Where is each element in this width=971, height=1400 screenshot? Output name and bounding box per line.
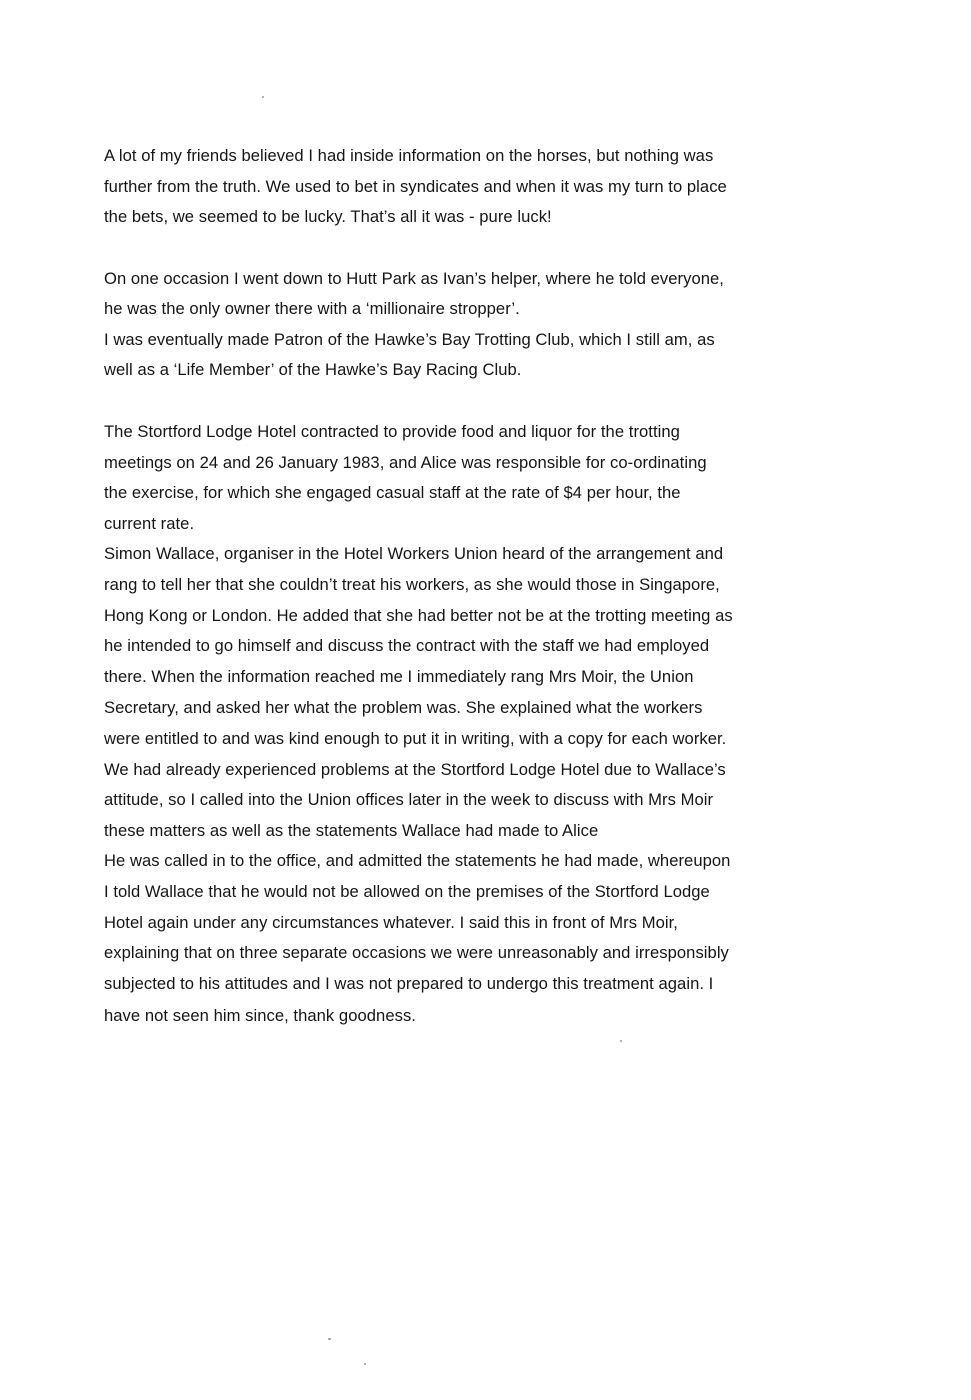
text-line: have not seen him since, thank goodness. <box>104 1006 416 1025</box>
text-line: Secretary, and asked her what the problem was. She explained what the workers <box>104 698 703 717</box>
text-line: current rate. <box>104 514 195 533</box>
text-line: he was the only owner there with a ‘millionaire stropper’. <box>104 299 520 318</box>
text-line: Hotel again under any circumstances whatever. I said this in front of Mrs Moir, <box>104 913 678 932</box>
text-line: the bets, we seemed to be lucky. That’s all it was - pure luck! <box>104 207 552 226</box>
text-line: subjected to his attitudes and I was not prepared to undergo this treatment again. I <box>104 974 714 993</box>
scan-speck <box>328 1338 331 1340</box>
text-line: he intended to go himself and discuss the contract with the staff we had employed <box>104 636 710 655</box>
text-line: were entitled to and was kind enough to put it in writing, with a copy for each worker. <box>104 729 727 748</box>
text-line: further from the truth. We used to bet in syndicates and when it was my turn to place <box>104 177 727 196</box>
text-line: attitude, so I called into the Union offices later in the week to discuss with Mrs Moir <box>104 790 714 809</box>
text-line: I told Wallace that he would not be allowed on the premises of the Stortford Lodge <box>104 882 710 901</box>
scan-speck <box>262 96 264 98</box>
text-line: Simon Wallace, organiser in the Hotel Workers Union heard of the arrangement and <box>104 544 724 563</box>
text-line: meetings on 24 and 26 January 1983, and Alice was responsible for co-ordinating <box>104 453 707 472</box>
text-line: well as a ‘Life Member’ of the Hawke’s Bay Racing Club. <box>104 360 522 379</box>
text-line: these matters as well as the statements Wallace had made to Alice <box>104 821 599 840</box>
text-line: The Stortford Lodge Hotel contracted to provide food and liquor for the trotting <box>104 422 680 441</box>
text-line: We had already experienced problems at the Stortford Lodge Hotel due to Wallace’s <box>104 760 726 779</box>
scan-speck <box>364 1363 366 1365</box>
text-line: A lot of my friends believed I had inside information on the horses, but nothing was <box>104 146 714 165</box>
text-line: rang to tell her that she couldn’t treat his workers, as she would those in Singapore, <box>104 575 720 594</box>
text-line: On one occasion I went down to Hutt Park as Ivan’s helper, where he told everyone, <box>104 269 724 288</box>
text-line: the exercise, for which she engaged casual staff at the rate of $4 per hour, the <box>104 483 681 502</box>
text-line: I was eventually made Patron of the Hawke’s Bay Trotting Club, which I still am, as <box>104 330 715 349</box>
text-line: explaining that on three separate occasions we were unreasonably and irresponsibly <box>104 943 729 962</box>
scan-speck <box>620 1040 622 1042</box>
text-line: there. When the information reached me I immediately rang Mrs Moir, the Union <box>104 667 694 686</box>
text-line: Hong Kong or London. He added that she had better not be at the trotting meeting as <box>104 606 733 625</box>
text-line: He was called in to the office, and admitted the statements he had made, whereupon <box>104 851 731 870</box>
